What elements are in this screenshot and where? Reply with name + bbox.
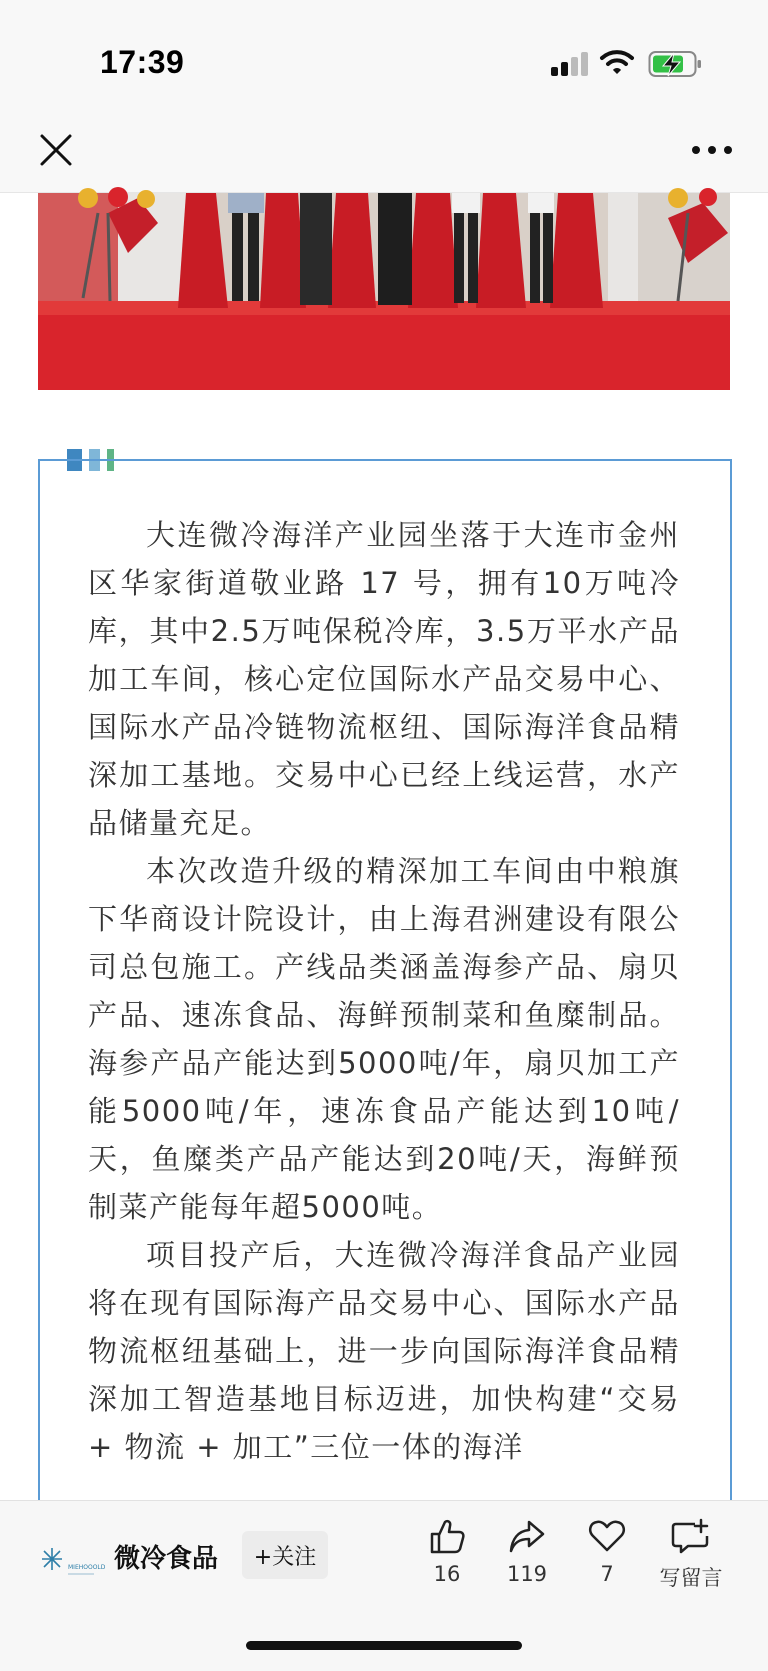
share-count: 119	[506, 1562, 548, 1586]
heart-icon	[587, 1516, 627, 1556]
article-paragraph: 本次改造升级的精深加工车间由中粮旗下华商设计院设计，由上海君洲建设有限公司总包施工。产线品类涵盖海参产品、扇贝产品、速冻食品、海鲜预制菜和鱼糜制品。海参产品产能达到5000吨/年，扇贝加工产能5000吨/年，速冻食品产能达到10吨/天，鱼糜类产品产能达到20吨/天，海鲜预制菜产能每年超5000吨。	[88, 854, 680, 1224]
wifi-icon	[600, 48, 634, 76]
like-count: 16	[433, 1562, 461, 1586]
account-logo[interactable]	[40, 1542, 106, 1586]
comment-label: 写留言	[659, 1566, 723, 1590]
home-indicator[interactable]	[246, 1641, 522, 1650]
more-icon[interactable]	[690, 140, 734, 160]
ceremony-photo	[38, 193, 730, 390]
close-icon[interactable]	[36, 130, 76, 170]
status-time: 17:39	[100, 44, 185, 80]
comment-add-icon	[671, 1516, 711, 1556]
thumbs-up-icon	[427, 1516, 467, 1556]
share-button[interactable]	[482, 1516, 572, 1596]
article-body	[88, 511, 680, 1471]
article-paragraph: 项目投产后，大连微冷海洋食品产业园将在现有国际海产品交易中心、国际水产品物流枢纽基础上，进一步向国际海洋食品精深加工智造基地目标迈进，加快构建“交易 + 物流 + 加工”三位一体的海洋	[88, 1238, 680, 1464]
favorite-count: 7	[600, 1562, 614, 1586]
favorite-button[interactable]	[562, 1516, 652, 1596]
nav-bar	[0, 120, 768, 193]
like-button[interactable]	[402, 1516, 492, 1596]
cellular-signal-icon	[551, 52, 591, 76]
account-name[interactable]: 微冷食品	[114, 1544, 219, 1574]
article-content[interactable]	[0, 193, 768, 1498]
share-icon	[507, 1516, 547, 1556]
svg-text:MIEHOOOLD: MIEHOOOLD	[68, 1564, 106, 1571]
comment-button[interactable]	[646, 1516, 736, 1596]
follow-button[interactable]: +关注	[242, 1531, 328, 1579]
article-paragraph: 大连微冷海洋产业园坐落于大连市金州区华家街道敬业路 17 号，拥有10万吨冷库，其中2.5万吨保税冷库，3.5万平水产品加工车间，核心定位国际水产品交易中心、国际水产品冷链物流枢纽、国际海洋食品精深加工基地。交易中心已经上线运营，水产品储量充足。	[88, 518, 680, 840]
battery-charging-icon	[648, 50, 702, 78]
